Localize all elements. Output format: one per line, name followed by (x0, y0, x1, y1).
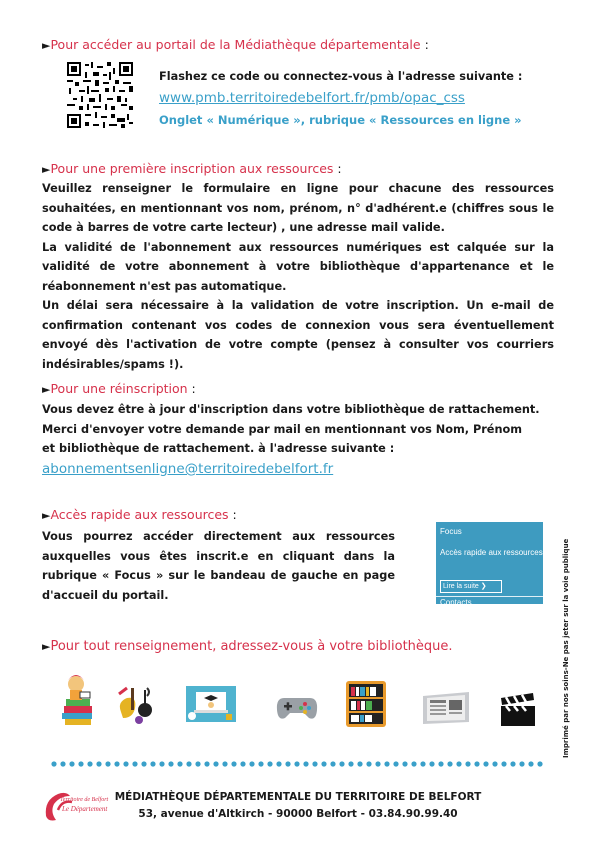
focus-panel-screenshot (436, 522, 543, 604)
divider-dot (231, 761, 236, 766)
focus-title: Focus (440, 527, 462, 536)
online-learning-icon (186, 686, 236, 722)
divider-dot (456, 761, 461, 766)
renewal-email-link[interactable]: abonnementsenligne@territoiredebelfort.fr (42, 461, 334, 477)
arrow-icon: ► (42, 509, 51, 522)
newspaper-icon (421, 690, 471, 726)
divider-dot (240, 761, 245, 766)
registration-text (42, 179, 554, 374)
divider-dot (330, 761, 335, 766)
divider-dot (411, 761, 416, 766)
section-renewal-heading: ►Pour une réinscription : (42, 381, 196, 396)
divider-dot (132, 761, 137, 766)
divider-dot (222, 761, 227, 766)
divider-dot (78, 761, 83, 766)
gamepad-icon (276, 694, 318, 722)
divider-dot (294, 761, 299, 766)
bookshelf-icon (346, 681, 386, 727)
divider-dot (510, 761, 515, 766)
books-reading-icon (56, 670, 98, 726)
divider-dot (168, 761, 173, 766)
divider-dot (87, 761, 92, 766)
logo-line-2: Le Département (62, 805, 108, 813)
divider-dot (213, 761, 218, 766)
divider-dot (312, 761, 317, 766)
divider-dot (402, 761, 407, 766)
quick-access-text: Vous pourrez accéder directement aux ressources auxquelles vous êtes inscrit.e en cliquant dans la rubrique « Focus » sur le bandeau de gauche en page d'accueil du portail. (42, 530, 395, 602)
footer-address: 53, avenue d'Altkirch - 90000 Belfort - 03.84.90.99.40 (138, 808, 458, 820)
focus-item[interactable]: Accès rapide aux ressources (440, 548, 543, 557)
divider-dot (438, 761, 443, 766)
divider-dot (195, 761, 200, 766)
divider-dot (339, 761, 344, 766)
divider-dot (204, 761, 209, 766)
divider-dot (501, 761, 506, 766)
divider-dot (429, 761, 434, 766)
divider-dot (321, 761, 326, 766)
renewal-line-2: Merci d'envoyer votre demande par mail en mentionnant vos Nom, Prénom (42, 422, 523, 436)
divider-dot (474, 761, 479, 766)
section-portal-heading: ►Pour accéder au portail de la Médiathèque départementale : (42, 37, 429, 52)
divider-dot (267, 761, 272, 766)
qr-code-icon[interactable] (67, 62, 133, 128)
focus-divider (436, 596, 543, 597)
renewal-line-3: et bibliothèque de rattachement. à l'adresse suivante : (42, 442, 395, 455)
music-instruments-icon (113, 682, 157, 726)
divider-dot (465, 761, 470, 766)
dotted-divider (50, 760, 550, 768)
divider-dot (420, 761, 425, 766)
arrow-icon: ► (42, 39, 51, 52)
divider-dot (348, 761, 353, 766)
divider-dot (186, 761, 191, 766)
logo-line-1: Territoire de Belfort (60, 797, 109, 803)
registration-paragraph-3: Un délai sera nécessaire à la validation de votre inscription. Un e-mail de confirmation contenant vos codes de connexion vous sera éventuellement envoyé dès l'activation de votre compte (pensez à consulter vos courriers indésirables/spams !). (42, 299, 554, 371)
renewal-line-1: Vous devez être à jour d'inscription dans votre bibliothèque de rattachement. (42, 403, 540, 416)
divider-dot (114, 761, 119, 766)
divider-dot (105, 761, 110, 766)
divider-dot (150, 761, 155, 766)
divider-dot (447, 761, 452, 766)
divider-dot (60, 761, 65, 766)
divider-dot (519, 761, 524, 766)
divider-dot (366, 761, 371, 766)
registration-paragraph-1: Veuillez renseigner le formulaire en ligne pour chacune des ressources souhaitées, en mentionnant vos nom, prénom, n° d'adhérent.e (chiffres sous le code à barres de votre carte lecteur) , une adresse mail valide. (42, 182, 554, 234)
portal-intro-text: Flashez ce code ou connectez-vous à l'adresse suivante : (159, 70, 523, 83)
side-print-note: Imprimé par nos soins-Ne pas jeter sur la voie publique (562, 538, 570, 758)
divider-dot (384, 761, 389, 766)
divider-dot (537, 761, 542, 766)
portal-url-link[interactable]: www.pmb.territoiredebelfort.fr/pmb/opac_css (159, 90, 465, 106)
divider-dot (249, 761, 254, 766)
divider-dot (258, 761, 263, 766)
divider-dot (51, 761, 56, 766)
divider-dot (483, 761, 488, 766)
divider-dot (141, 761, 146, 766)
divider-dot (159, 761, 164, 766)
clapperboard-icon (500, 693, 536, 727)
renewal-text (42, 400, 540, 459)
divider-dot (375, 761, 380, 766)
section-registration-heading: ►Pour une première inscription aux ressources : (42, 161, 342, 176)
divider-dot (303, 761, 308, 766)
divider-dot (393, 761, 398, 766)
divider-dot (357, 761, 362, 766)
arrow-icon: ► (42, 640, 51, 653)
divider-dot (276, 761, 281, 766)
portal-onglet-text: Onglet « Numérique », rubrique « Ressources en ligne » (159, 113, 522, 127)
arrow-icon: ► (42, 163, 51, 176)
divider-dot (528, 761, 533, 766)
divider-dot (96, 761, 101, 766)
focus-read-more-button[interactable]: Lire la suite ❯ (440, 580, 502, 593)
divider-dot (285, 761, 290, 766)
divider-dot (492, 761, 497, 766)
arrow-icon: ► (42, 383, 51, 396)
section-info-heading: ►Pour tout renseignement, adressez-vous à votre bibliothèque. (42, 639, 453, 654)
footer-title: MÉDIATHÈQUE DÉPARTEMENTALE DU TERRITOIRE DE BELFORT (114, 791, 482, 803)
divider-dot (69, 761, 74, 766)
divider-dot (123, 761, 128, 766)
section-quick-access-heading: ►Accès rapide aux ressources : (42, 507, 237, 522)
focus-contacts[interactable]: Contacts (440, 598, 472, 604)
registration-paragraph-2: La validité de l'abonnement aux ressources numériques est calquée sur la validité de votre abonnement à votre bibliothèque d'appartenance et le réabonnement n'est pas automatique. (42, 240, 554, 293)
divider-dot (177, 761, 182, 766)
